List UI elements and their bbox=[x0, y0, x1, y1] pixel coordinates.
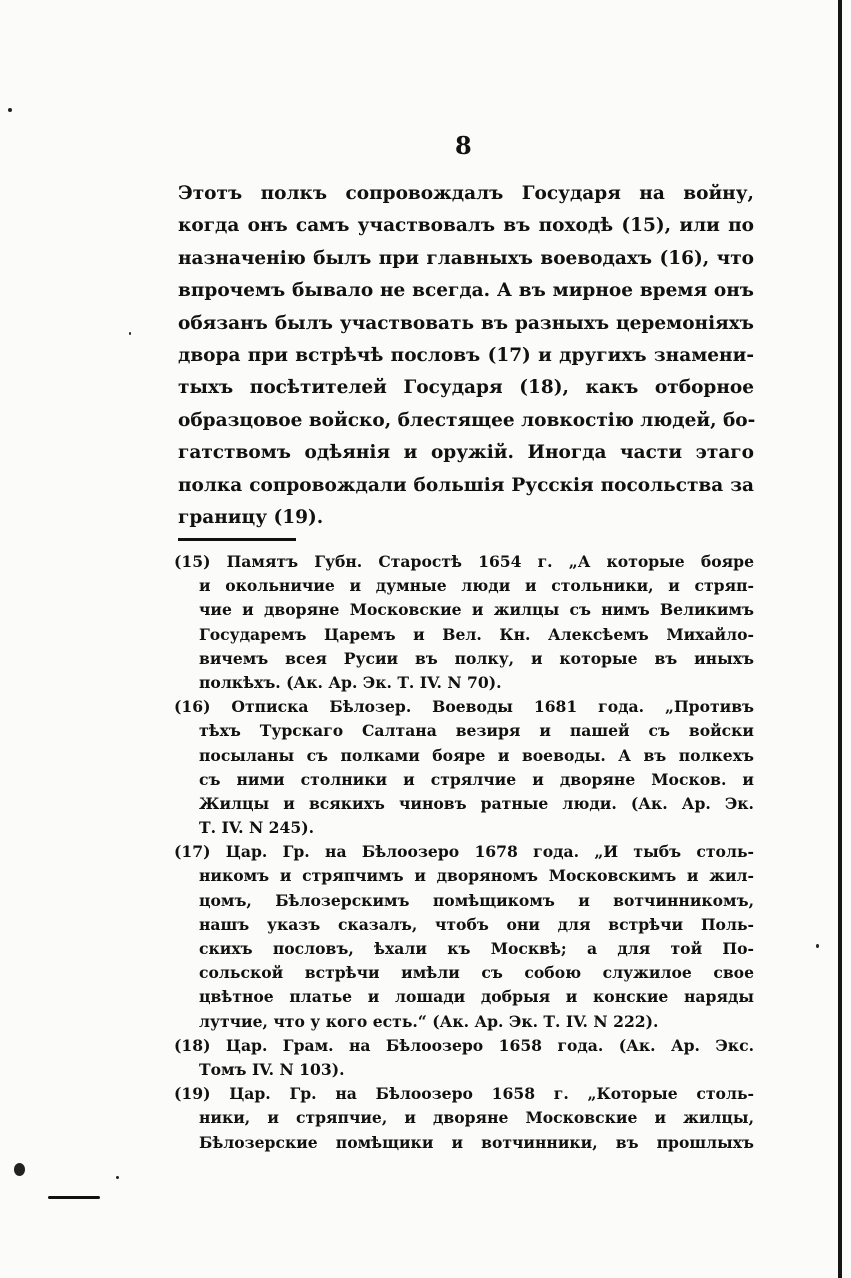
main-text-line: тыхъ посѣтителей Государя (18), какъ отборное bbox=[178, 377, 754, 399]
footnote-line: тѣхъ Турскаго Салтана везиря и пашей съ войски bbox=[199, 721, 754, 741]
main-text-line: образцовое войско, блестящее ловкостію людей, бо- bbox=[178, 409, 756, 431]
main-text-line: впрочемъ бывало не всегда. А въ мирное время онъ bbox=[178, 280, 754, 302]
ink-speck bbox=[816, 944, 819, 948]
ink-speck bbox=[8, 108, 12, 112]
main-text-line: обязанъ былъ участвовать въ разныхъ церемоніяхъ bbox=[178, 312, 754, 334]
footnote-line: (19) Цар. Гр. на Бѣлоозеро 1658 г. „Которые столь- bbox=[174, 1084, 754, 1104]
footnote-line: ники, и стряпчие, и дворяне Московские и жилцы, bbox=[199, 1108, 754, 1128]
footnote-16 bbox=[174, 695, 754, 840]
footnote-line: Государемъ Царемъ и Вел. Кн. Алексѣемъ Михайло- bbox=[199, 624, 754, 644]
footnote-line: (15) Памятъ Губн. Старостѣ 1654 г. „А которые бояре bbox=[174, 552, 754, 571]
footnote-line: цомъ, Бѣлозерскимъ помѣщикомъ и вотчинникомъ, bbox=[199, 890, 754, 910]
footnote-line: (17) Цар. Гр. на Бѣлоозеро 1678 года. „И тыбъ столь- bbox=[174, 842, 754, 862]
footnote-line: (16) Отписка Бѣлозер. Воеводы 1681 года. „Противъ bbox=[174, 697, 754, 717]
page-edge-shadow bbox=[838, 0, 842, 1278]
margin-mark bbox=[48, 1196, 100, 1199]
footnote-line: (18) Цар. Грам. на Бѣлоозеро 1658 года. (Ак. Ар. Экс. bbox=[174, 1035, 754, 1055]
footnote-17 bbox=[174, 840, 754, 1034]
footnote-line: чие и дворяне Московские и жилцы съ нимъ Великимъ bbox=[199, 600, 754, 620]
main-text-line: двора при встрѣчѣ пословъ (17) и другихъ знамени- bbox=[178, 344, 754, 366]
main-text-line: назначенію былъ при главныхъ воеводахъ (16), что bbox=[178, 247, 754, 269]
ink-speck bbox=[116, 1176, 119, 1179]
footnote-18 bbox=[174, 1034, 754, 1082]
footnote-line: и окольничие и думные люди и стольники, и стряп- bbox=[199, 576, 754, 596]
footnotes bbox=[174, 550, 754, 1155]
footnote-line: сольской встрѣчи имѣли съ собою служилое свое bbox=[199, 963, 754, 983]
main-text-line: полка сопровождали большія Русскія посольства за bbox=[178, 474, 754, 496]
main-text-line: гатствомъ одѣянія и оружій. Иногда части этаго bbox=[178, 442, 754, 464]
main-text-line: границу (19). bbox=[178, 506, 324, 528]
footnote-line: скихъ пословъ, ѣхали къ Москвѣ; а для той По- bbox=[199, 939, 754, 958]
page-number: 8 bbox=[455, 131, 472, 160]
footnote-19 bbox=[174, 1082, 754, 1155]
ink-speck bbox=[129, 332, 131, 335]
footnote-line: нашъ указъ сказалъ, чтобъ они для встрѣчи Поль- bbox=[199, 914, 754, 934]
ink-speck bbox=[14, 1163, 25, 1176]
footnote-line: Бѣлозерские помѣщики и вотчинники, въ прошлыхъ bbox=[199, 1132, 754, 1152]
footnote-line: никомъ и стряпчимъ и дворяномъ Московскимъ и жил- bbox=[199, 866, 754, 886]
main-text-line: когда онъ самъ участвовалъ въ походѣ (15), или по bbox=[178, 215, 754, 237]
footnote-line: Жилцы и всякихъ чиновъ ратные люди. (Ак. Ар. Эк. bbox=[199, 793, 754, 813]
footnote-line: Т. IV. N 245). bbox=[199, 818, 315, 838]
footnote-line: вичемъ всея Русии въ полку, и которые въ иныхъ bbox=[199, 648, 754, 668]
footnote-line: цвѣтное платье и лошади добрыя и конские наряды bbox=[199, 987, 754, 1007]
footnote-line: Томъ IV. N 103). bbox=[199, 1059, 345, 1079]
main-text bbox=[178, 178, 754, 534]
footnote-line: лутчие, что у кого есть.“ (Ак. Ар. Эк. Т. IV. N 222). bbox=[199, 1011, 659, 1031]
footnote-line: полкѣхъ. (Ак. Ар. Эк. Т. IV. N 70). bbox=[199, 672, 502, 692]
footnote-line: съ ними столники и стрялчие и дворяне Москов. и bbox=[199, 769, 754, 789]
footnote-15 bbox=[174, 550, 754, 695]
footnote-line: посыланы съ полками бояре и воеводы. А въ полкехъ bbox=[199, 745, 754, 765]
main-text-line: Этотъ полкъ сопровождалъ Государя на войну, bbox=[178, 183, 754, 204]
footnote-separator bbox=[178, 538, 296, 541]
